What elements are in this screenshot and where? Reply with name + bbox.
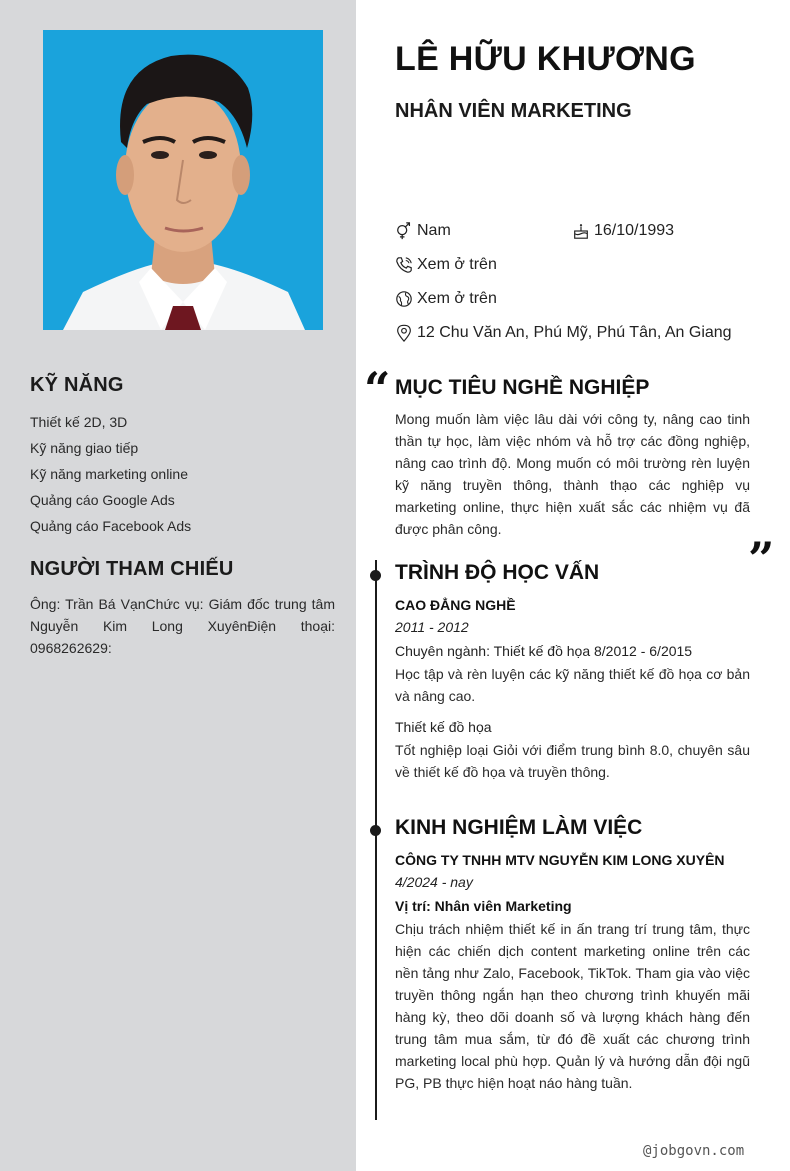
skills-title: KỸ NĂNG — [30, 374, 124, 396]
open-quote-icon: “ — [364, 362, 391, 416]
phone-row — [395, 254, 497, 276]
education-section — [395, 561, 750, 783]
skills-section — [30, 374, 335, 539]
timeline-dot — [370, 570, 381, 581]
address-row — [395, 322, 732, 344]
skill-item: Kỹ năng giao tiếp — [30, 440, 139, 456]
education-major: Chuyên ngành: Thiết kế đồ họa 8/2012 - 6/2015 — [395, 643, 693, 659]
phone-icon — [395, 254, 417, 276]
timeline-line — [375, 560, 377, 1120]
birthday-cake-icon — [572, 220, 594, 242]
education-desc-2: Tốt nghiệp loại Giỏi với điểm trung bình 8.0, chuyên sâu về thiết kế đồ họa và truyền thông. — [395, 742, 750, 780]
website-row — [395, 288, 497, 310]
location-pin-icon — [395, 322, 417, 344]
references-section — [30, 558, 335, 659]
skill-item: Kỹ năng marketing online — [30, 466, 188, 482]
experience-title: KINH NGHIỆM LÀM VIỆC — [395, 816, 643, 839]
education-subject: Thiết kế đồ họa — [395, 719, 492, 735]
gender-row — [395, 220, 451, 242]
skill-item: Thiết kế 2D, 3D — [30, 414, 128, 430]
birthdate-row — [572, 220, 674, 242]
references-text: Ông: Trần Bá VạnChức vụ: Giám đốc trung tâm Nguyễn Kim Long XuyênĐiện thoại: 0968262629: — [30, 596, 335, 656]
candidate-name: LÊ HỮU KHƯƠNG — [395, 40, 696, 78]
objective-section — [395, 376, 750, 540]
skills-list — [30, 409, 335, 539]
address-value: 12 Chu Văn An, Phú Mỹ, Phú Tân, An Giang — [417, 324, 732, 341]
gender-value: Nam — [417, 222, 451, 239]
skill-item: Quảng cáo Facebook Ads — [30, 518, 192, 534]
close-quote-icon: ” — [748, 532, 775, 586]
education-school: CAO ĐẲNG NGHỀ — [395, 597, 516, 613]
objective-text: Mong muốn làm việc lâu dài với công ty, nâng cao tinh thần tự học, làm việc nhóm và hỗ trợ các đồng nghiệp, nâng cao trình độ. Mong muốn có môi trường rèn luyện kỹ năng truyền thông, thành thạo các nghiệp vụ marketing online, thực hiện xuất sắc các nhiệm vụ đã được phân công. — [395, 411, 750, 537]
birthdate-value: 16/10/1993 — [594, 222, 675, 239]
experience-company: CÔNG TY TNHH MTV NGUYỄN KIM LONG XUYÊN — [395, 852, 725, 868]
references-title: NGƯỜI THAM CHIẾU — [30, 558, 234, 580]
objective-title: MỤC TIÊU NGHỀ NGHIỆP — [395, 376, 650, 399]
watermark: @jobgovn.com — [643, 1143, 745, 1159]
profile-photo — [43, 30, 323, 330]
globe-icon — [395, 288, 417, 310]
experience-period: 4/2024 - nay — [395, 874, 473, 890]
education-title: TRÌNH ĐỘ HỌC VẤN — [395, 561, 600, 584]
website-value: Xem ở trên — [417, 290, 497, 307]
phone-value: Xem ở trên — [417, 256, 497, 273]
gender-icon — [395, 220, 417, 242]
experience-position: Vị trí: Nhân viên Marketing — [395, 898, 572, 914]
experience-section — [395, 816, 750, 1094]
skill-item: Quảng cáo Google Ads — [30, 492, 175, 508]
job-title: NHÂN VIÊN MARKETING — [395, 100, 632, 122]
timeline-dot — [370, 825, 381, 836]
education-period: 2011 - 2012 — [395, 619, 469, 635]
education-desc: Học tập và rèn luyện các kỹ năng thiết kế đồ họa cơ bản và nâng cao. — [395, 666, 750, 704]
experience-desc: Chịu trách nhiệm thiết kế in ấn trang trí trung tâm, thực hiện các chiến dịch content marketing online trên các nền tảng như Zalo, Facebook, TikTok. Tham gia vào việc truyền thông ngắn hạn theo chương trình khuyến mãi hàng kỳ, theo dõi doanh số và lượng khách hàng đến trung tâm mua sắm, từ đó đề xuất các chương trình marketing local phù hợp. Quản lý và hướng dẫn đội ngũ PG, PB thực hiện hoạt náo hàng tuần. — [395, 921, 750, 1091]
